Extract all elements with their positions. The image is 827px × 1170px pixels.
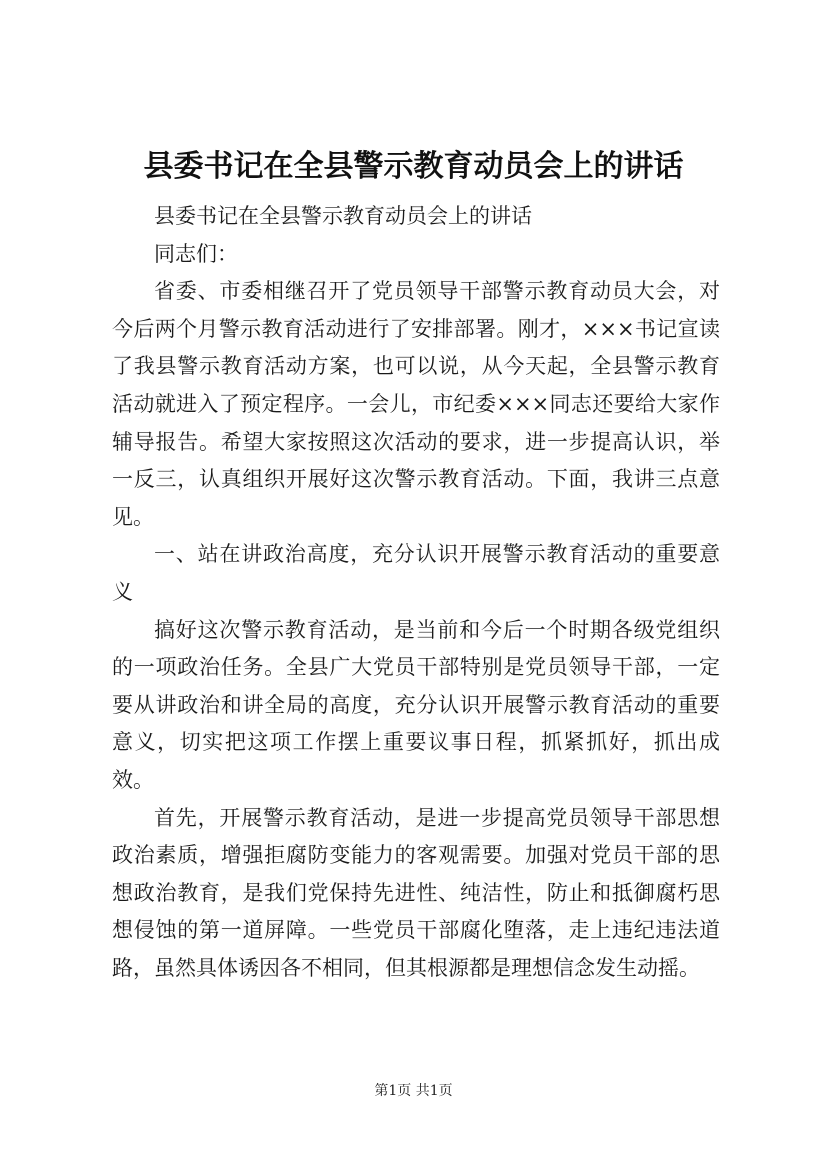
document-body [112,198,720,987]
paragraph-first-point: 首先，开展警示教育活动，是进一步提高党员领导干部思想政治素质，增强拒腐防变能力的客观需要。加强对党员干部的思想政治教育，是我们党保持先进性、纯洁性，防止和抵御腐朽思想侵蚀的第一道屏障。一些党员干部腐化堕落，走上违纪违法道路，虽然具体诱因各不相同，但其根源都是理想信念发生动摇。 [112,805,720,980]
document-title: 县委书记在全县警示教育动员会上的讲话 [143,149,684,184]
document-subtitle: 县委书记在全县警示教育动员会上的讲话 [154,204,532,228]
paragraph-intro: 省委、市委相继召开了党员领导干部警示教育动员大会，对今后两个月警示教育活动进行了安排部署。刚才，×××书记宣读了我县警示教育活动方案，也可以说，从今天起，全县警示教育活动就进入了预定程序。一会儿，市纪委×××同志还要给大家作辅导报告。希望大家按照这次活动的要求，进一步提高认识，举一反三，认真组织开展好这次警示教育活动。下面，我讲三点意见。 [112,279,720,529]
salutation: 同志们： [154,241,238,266]
section-heading-1: 一、站在讲政治高度，充分认识开展警示教育活动的重要意义 [112,542,720,604]
page-number-footer: 第1页 共1页 [374,1083,453,1099]
paragraph-section-1: 搞好这次警示教育活动，是当前和今后一个时期各级党组织的一项政治任务。全县广大党员干部特别是党员领导干部，一定要从讲政治和讲全局的高度，充分认识开展警示教育活动的重要意义，切实把这项工作摆上重要议事日程，抓紧抓好，抓出成效。 [112,617,720,792]
